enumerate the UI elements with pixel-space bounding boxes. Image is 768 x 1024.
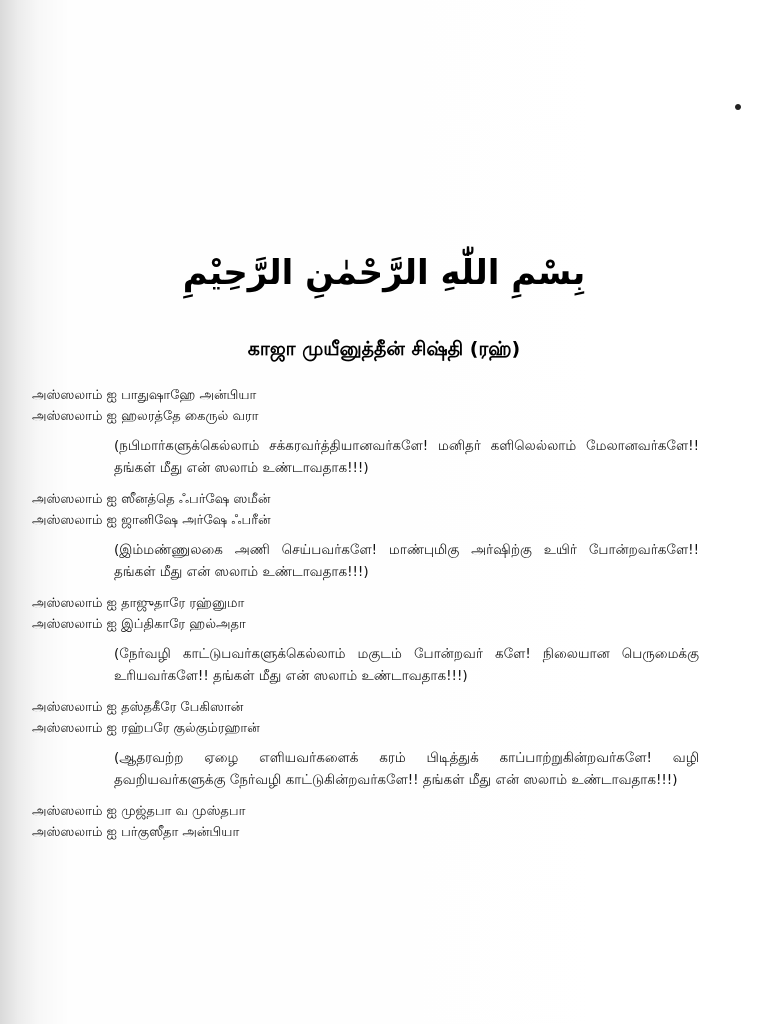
greeting-line: அஸ்ஸலாம் ஐ ஹலரத்தே கைருல் வரா [32, 409, 259, 424]
greeting-line: அஸ்ஸலாம் ஐ இப்திகாரே ஹல்அதா [32, 617, 246, 632]
greeting-line: அஸ்ஸலாம் ஐ பாதுஷாஹே அன்பியா [32, 388, 257, 403]
translation-paragraph: (ஆதரவற்ற ஏழை எளியவர்களைக் கரம் பிடித்துக் காப்பாற்றுகின்றவர்களே! வழி தவறியவர்களுக்கு நேர்வழி காட்டுகின்றவர்களே!! தங்கள் மீது என் ஸலாம் உண்டாவதாக!!!) [114, 750, 699, 788]
greeting-line: அஸ்ஸலாம் ஐ ஸீனத்தெ ஃபர்ஷே ஸமீன் [32, 492, 271, 507]
greeting-line: அஸ்ஸலாம் ஐ தஸ்தகீரே பேகிஸான் [32, 700, 244, 715]
verse-block-3 [32, 593, 699, 687]
verse-block-1 [32, 385, 699, 479]
greeting-line: அஸ்ஸலாம் ஐ ஜானிஷே அர்ஷே ஃபரீன் [32, 513, 271, 528]
verse-block-4 [32, 697, 699, 791]
ink-speck [735, 104, 741, 110]
greeting-line: அஸ்ஸலாம் ஐ தாஜுதாரே ரஹ்னுமா [32, 596, 245, 611]
greeting-line: அஸ்ஸலாம் ஐ பர்குஸீதா அன்பியா [32, 825, 240, 840]
translation-paragraph: (நபிமார்களுக்கெல்லாம் சக்கரவர்த்தியானவர்களே! மனிதர் களிலெல்லாம் மேலானவர்களே!! தங்கள் மீது என் ஸலாம் உண்டாவதாக!!!) [114, 438, 699, 476]
verse-block-5 [32, 801, 672, 843]
greeting-line: அஸ்ஸலாம் ஐ ரஹ்பரே குல்கும்ரஹான் [32, 721, 260, 736]
greeting-line: அஸ்ஸலாம் ஐ முஜ்தபா வ முஸ்தபா [32, 804, 246, 819]
text-body [32, 385, 699, 843]
translation-paragraph: (நேர்வழி காட்டுபவர்களுக்கெல்லாம் மகுடம் போன்றவர் களே! நிலையான பெருமைக்கு உரியவர்களே!! தங்கள் மீது என் ஸலாம் உண்டாவதாக!!!) [114, 646, 699, 684]
bismillah-calligraphy: بِسْمِ اللّٰهِ الرَّحْمٰنِ الرَّحِيْمِ [182, 253, 586, 293]
translation-paragraph: (இம்மண்ணுலகை அணி செய்பவர்களே! மாண்புமிகு அர்ஷிற்கு உயிர் போன்றவர்களே!! தங்கள் மீது என் ஸலாம் உண்டாவதாக!!!) [114, 542, 699, 580]
page-title: காஜா முயீனுத்தீன் சிஷ்தி (ரஹ்) [247, 338, 521, 360]
verse-block-2 [32, 489, 699, 583]
